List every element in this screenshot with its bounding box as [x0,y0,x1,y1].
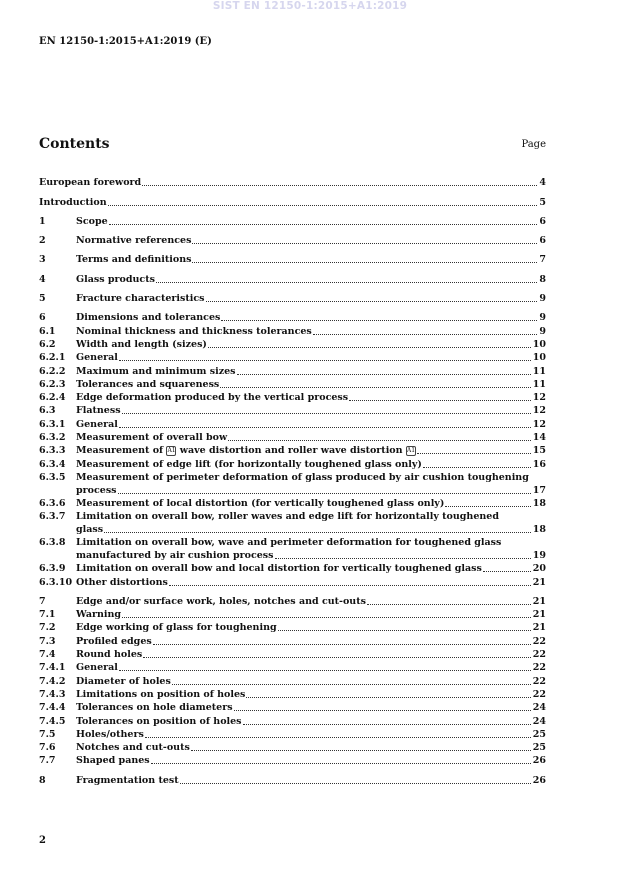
toc-entry-page: 6 [539,235,546,247]
toc-entry-number: 7.4.5 [39,715,66,727]
toc-entry[interactable] [39,364,546,377]
toc-entry-title: Dimensions and tolerances [76,312,221,324]
toc-entry-page: 11 [532,365,546,377]
toc-entry-number: 6.3.1 [39,418,66,430]
toc-entry-page: 16 [532,458,546,470]
toc-entry-number: 7.6 [39,742,56,754]
toc-entry-page: 24 [532,702,546,714]
toc-entry-number: 3 [39,254,46,266]
toc-entry-title: Limitation on overall bow, wave and perimeter deformation for toughened glass [76,536,502,548]
toc-entry-page: 22 [532,688,546,700]
toc-entry-page: 18 [532,523,546,535]
toc-entry[interactable] [39,648,546,661]
toc-entry[interactable] [39,741,546,754]
toc-entry-number: 6.3.8 [39,536,66,548]
toc-entry-page: 21 [532,609,546,621]
toc-entry-title: Warning [76,609,122,621]
page-number: 2 [39,835,46,846]
toc-entry-number: 7.7 [39,755,56,767]
toc-entry-page: 11 [532,378,546,390]
toc-entry-page: 18 [532,497,546,509]
toc-entry-title: Measurement of A1 wave distortion and roller wave distortion A1 [76,445,416,457]
toc-entry-number: 6.2.1 [39,352,66,364]
toc-entry[interactable] [39,621,546,634]
toc-entry-title: Notches and cut-outs [76,742,190,754]
toc-entry-page: 9 [539,325,546,337]
toc-entry-title: Edge working of glass for toughening [76,622,277,634]
toc-entry[interactable] [39,444,546,457]
toc-entry-title: European foreword [39,177,142,189]
toc-entry[interactable] [39,674,546,687]
toc-entry-page: 20 [532,563,546,575]
toc-entry-page: 12 [532,405,546,417]
toc-entry-number: 6.3 [39,405,56,417]
toc-entry-page: 21 [532,595,546,607]
toc-entry[interactable] [39,404,546,417]
toc-entry-title: Glass products [76,273,155,285]
toc-entry[interactable] [39,773,546,786]
toc-entry-title-continued: process [76,484,117,496]
toc-entry-page: 6 [539,215,546,227]
toc-entry-page: 10 [532,352,546,364]
toc-entry[interactable] [39,608,546,621]
toc-entry[interactable] [39,351,546,364]
toc-entry[interactable] [39,378,546,391]
toc-entry-page: 4 [539,177,546,189]
toc-entry-title: Fracture characteristics [76,293,205,305]
toc-entry[interactable] [39,754,546,767]
toc-entry-page: 25 [532,742,546,754]
toc-entry[interactable] [39,272,546,285]
toc-entry[interactable] [39,688,546,701]
toc-entry[interactable] [39,431,546,444]
toc-entry[interactable] [39,714,546,727]
toc-entry[interactable] [39,253,546,266]
toc-entry-number: 7.4 [39,649,56,661]
toc-entry[interactable] [39,311,546,324]
toc-entry[interactable] [39,497,546,510]
toc-entry-title: Other distortions [76,576,168,588]
toc-entry-page: 26 [532,755,546,767]
toc-entry[interactable] [39,234,546,247]
toc-entry-title: Terms and definitions [76,254,192,266]
watermark: SIST EN 12150-1:2015+A1:2019 [212,0,408,12]
toc-entry-page: 9 [539,312,546,324]
toc-entry-number: 6.3.5 [39,471,66,483]
toc-entry-page: 19 [532,549,546,561]
toc-entry-page: 14 [532,432,546,444]
toc-entry-title: Measurement of edge lift (for horizontally toughened glass only) [76,458,422,470]
toc-entry-title: Edge deformation produced by the vertical process [76,392,349,404]
toc-entry[interactable] [39,338,546,351]
toc-entry-title: Tolerances and squareness [76,378,220,390]
toc-entry-page: 22 [532,649,546,661]
toc-entry-number: 7.5 [39,728,56,740]
toc-entry[interactable] [39,595,546,608]
toc-entry-title: General [76,662,118,674]
toc-entry-title: Introduction [39,196,107,208]
toc-entry-number: 6 [39,312,46,324]
toc-entry[interactable] [39,457,546,470]
toc-entry-title: Diameter of holes [76,675,171,687]
toc-entry-title: Shaped panes [76,755,150,767]
toc-entry-title: Profiled edges [76,635,152,647]
toc-entry-title: Maximum and minimum sizes [76,365,236,377]
toc-entry-number: 2 [39,235,46,247]
toc-entry-number: 6.3.9 [39,563,66,575]
toc-entry-title: Limitation on overall bow and local distortion for vertically toughened glass [76,563,482,575]
toc-entry[interactable] [39,215,546,228]
toc-entry[interactable] [39,701,546,714]
toc-entry-title: Measurement of local distortion (for vertically toughened glass only) [76,497,445,509]
toc-entry-page: 7 [539,254,546,266]
contents-heading: Contents [39,136,110,152]
toc-entry[interactable] [39,536,546,562]
toc-entry-title-continued: manufactured by air cushion process [76,549,274,561]
toc-entry-title: Limitation on overall bow, roller waves and edge lift for horizontally toughened [76,510,499,522]
toc-entry-number: 7.2 [39,622,56,634]
toc-entry-number: 7.4.3 [39,688,66,700]
toc-entry-number: 6.3.10 [39,576,73,588]
toc-entry-title: Normative references [76,235,192,247]
toc-entry-page: 5 [539,196,546,208]
toc-entry-page: 21 [532,622,546,634]
table-of-contents [39,176,546,787]
toc-entry[interactable] [39,176,546,189]
page-column-label: Page [521,139,546,150]
toc-entry-number: 4 [39,273,46,285]
toc-entry-title: General [76,418,118,430]
toc-entry[interactable] [39,562,546,575]
toc-entry-page: 17 [532,484,546,496]
toc-entry-number: 6.3.7 [39,510,66,522]
toc-entry-title: General [76,352,118,364]
toc-entry-number: 6.2 [39,338,56,350]
toc-entry-page: 12 [532,418,546,430]
toc-entry-page: 9 [539,293,546,305]
toc-entry-number: 6.2.2 [39,365,66,377]
toc-entry-title: Tolerances on position of holes [76,715,242,727]
toc-entry[interactable] [39,292,546,305]
toc-entry-page: 24 [532,715,546,727]
toc-entry[interactable] [39,391,546,404]
toc-entry-number: 6.3.2 [39,432,66,444]
toc-entry-title: Limitations on position of holes [76,688,246,700]
toc-entry-page: 15 [532,445,546,457]
toc-entry-page: 26 [532,774,546,786]
toc-entry-page: 22 [532,675,546,687]
toc-entry-number: 5 [39,293,46,305]
document-id: EN 12150-1:2015+A1:2019 (E) [39,36,212,47]
toc-entry-number: 6.3.6 [39,497,66,509]
amendment-start-icon: A1 [167,446,176,454]
toc-entry-number: 8 [39,774,46,786]
toc-entry-title: Round holes [76,649,143,661]
toc-entry-page: 25 [532,728,546,740]
toc-entry[interactable] [39,661,546,674]
toc-entry-title: Measurement of overall bow [76,432,228,444]
toc-entry-page: 22 [532,662,546,674]
toc-entry-title: Width and length (sizes) [76,338,207,350]
toc-entry-number: 7.3 [39,635,56,647]
toc-entry-number: 7 [39,595,46,607]
toc-entry-title: Edge and/or surface work, holes, notches and cut-outs [76,595,366,607]
toc-entry-number: 6.3.4 [39,458,66,470]
toc-entry-number: 6.2.4 [39,392,66,404]
toc-entry[interactable] [39,634,546,647]
toc-entry-page: 12 [532,392,546,404]
toc-entry[interactable] [39,728,546,741]
toc-entry-title: Flatness [76,405,121,417]
toc-entry-title: Scope [76,215,108,227]
toc-entry-title: Fragmentation test [76,774,179,786]
toc-entry-title: Nominal thickness and thickness tolerances [76,325,312,337]
toc-entry[interactable] [39,324,546,337]
toc-entry-number: 7.4.2 [39,675,66,687]
toc-entry-page: 21 [532,576,546,588]
toc-entry-number: 7.1 [39,609,56,621]
toc-entry-title: Measurement of perimeter deformation of glass produced by air cushion toughening [76,471,529,483]
toc-entry[interactable] [39,195,546,208]
toc-entry-title: Tolerances on hole diameters [76,702,233,714]
toc-entry-number: 1 [39,215,46,227]
toc-entry-page: 22 [532,635,546,647]
amendment-end-icon: A1 [406,446,416,454]
toc-entry-number: 6.2.3 [39,378,66,390]
toc-entry-number: 7.4.4 [39,702,66,714]
toc-entry[interactable] [39,471,546,497]
toc-entry-number: 6.3.3 [39,445,66,457]
toc-entry[interactable] [39,510,546,536]
toc-entry-page: 8 [539,273,546,285]
toc-entry-number: 6.1 [39,325,56,337]
toc-entry-title-continued: glass [76,523,104,535]
toc-entry-title: Holes/others [76,728,144,740]
toc-entry[interactable] [39,575,546,588]
toc-entry-page: 10 [532,338,546,350]
toc-entry-number: 7.4.1 [39,662,66,674]
toc-entry[interactable] [39,417,546,430]
